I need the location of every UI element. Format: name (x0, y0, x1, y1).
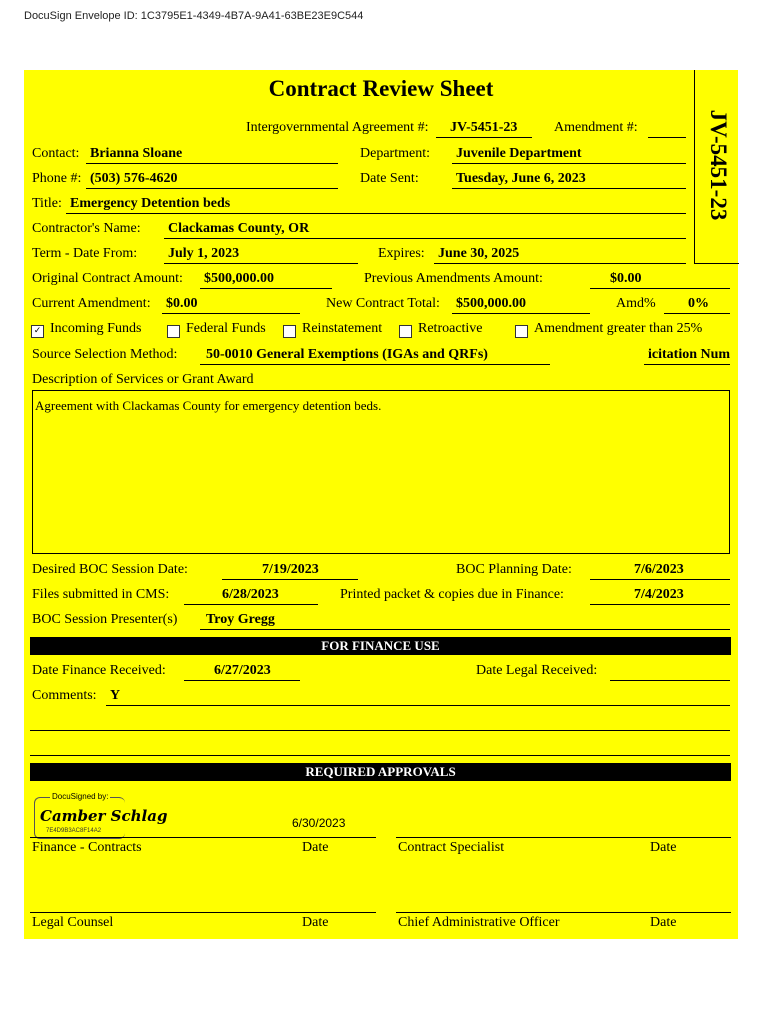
term-from-value: July 1, 2023 (168, 246, 240, 261)
contact-underline (86, 163, 338, 164)
contact-label: Contact: (32, 146, 80, 161)
presenter-value: Troy Gregg (206, 612, 275, 627)
incoming-funds-checkbox[interactable]: ✓ (31, 325, 44, 338)
previous-amendments-value: $0.00 (610, 271, 642, 286)
comments-underline-1 (106, 705, 730, 706)
amd-pct-underline (664, 313, 730, 314)
signature-name: Camber Schlag (40, 807, 168, 825)
term-from-underline (164, 263, 358, 264)
expires-label: Expires: (378, 246, 425, 261)
retroactive-checkbox[interactable] (399, 325, 412, 338)
cao-label: Chief Administrative Officer (398, 915, 560, 930)
date-sent-underline (452, 188, 686, 189)
page-title: Contract Review Sheet (268, 76, 494, 101)
docusign-signature-header: DocuSigned by: (52, 792, 109, 801)
department-underline (452, 163, 686, 164)
date-sent-label: Date Sent: (360, 171, 419, 186)
previous-amendments-underline (590, 288, 730, 289)
amd-pct-label: Amd% (616, 296, 656, 311)
expires-underline (434, 263, 686, 264)
agreement-label: Intergovernmental Agreement #: (246, 120, 429, 135)
previous-amendments-label: Previous Amendments Amount: (364, 271, 543, 286)
printed-packet-label: Printed packet & copies due in Finance: (340, 587, 564, 602)
original-amount-label: Original Contract Amount: (32, 271, 183, 286)
amendment-over-25-checkbox[interactable] (515, 325, 528, 338)
phone-label: Phone #: (32, 171, 82, 186)
contractor-value: Clackamas County, OR (168, 221, 310, 236)
retroactive-label: Retroactive (418, 321, 483, 336)
comments-underline-2 (30, 730, 730, 731)
original-amount-underline (200, 288, 332, 289)
comments-label: Comments: (32, 688, 97, 703)
finance-contracts-label: Finance - Contracts (32, 840, 142, 855)
title-field-underline (66, 213, 686, 214)
docusign-envelope-id: DocuSign Envelope ID: 1C3795E1-4349-4B7A-9A41-63BE23E9C544 (24, 10, 364, 22)
boc-session-date-value: 7/19/2023 (262, 562, 319, 577)
cao-date-label: Date (650, 915, 677, 930)
new-total-value: $500,000.00 (456, 296, 526, 311)
presenter-underline (200, 629, 730, 630)
agreement-value: JV-5451-23 (450, 120, 518, 135)
date-finance-received-underline (184, 680, 300, 681)
contract-review-sheet (24, 70, 738, 939)
department-value: Juvenile Department (456, 146, 582, 161)
signature-date: 6/30/2023 (292, 816, 346, 830)
finance-use-bar: FOR FINANCE USE (30, 637, 731, 655)
amendment-label: Amendment #: (554, 120, 638, 135)
amendment-field[interactable] (648, 137, 686, 138)
federal-funds-checkbox[interactable] (167, 325, 180, 338)
federal-funds-label: Federal Funds (186, 321, 266, 336)
description-text: Agreement with Clackamas County for emergency detention beds. (35, 398, 382, 413)
description-label: Description of Services or Grant Award (32, 372, 254, 387)
signature-image (38, 803, 168, 829)
required-approvals-bar: REQUIRED APPROVALS (30, 763, 731, 781)
vertical-id-text: JV-5451-23 (706, 109, 731, 221)
reinstatement-checkbox[interactable] (283, 325, 296, 338)
legal-counsel-signature-line[interactable] (30, 912, 376, 913)
title-field-label: Title: (32, 196, 62, 211)
legal-counsel-label: Legal Counsel (32, 915, 114, 930)
files-cms-label: Files submitted in CMS: (32, 587, 170, 602)
title-field-value: Emergency Detention beds (70, 196, 231, 211)
comments-underline-3 (30, 755, 730, 756)
signature-id: 7E4D9B3AC8F14A2 (46, 828, 102, 834)
source-selection-underline (200, 364, 550, 365)
boc-planning-date-label: BOC Planning Date: (456, 562, 572, 577)
phone-underline (86, 188, 338, 189)
solicitation-number-underline (644, 364, 730, 365)
reinstatement-label: Reinstatement (302, 321, 383, 336)
source-selection-value: 50-0010 General Exemptions (IGAs and QRFs) (206, 347, 488, 362)
date-legal-received-field[interactable] (610, 680, 730, 681)
date-sent-value: Tuesday, June 6, 2023 (456, 171, 586, 186)
phone-value: (503) 576-4620 (90, 171, 178, 186)
printed-packet-underline (590, 604, 730, 605)
date-legal-received-label: Date Legal Received: (476, 663, 598, 678)
source-selection-label: Source Selection Method: (32, 347, 178, 362)
legal-counsel-date-label: Date (302, 915, 329, 930)
current-amendment-value: $0.00 (166, 296, 198, 311)
contact-value: Brianna Sloane (90, 146, 183, 161)
current-amendment-label: Current Amendment: (32, 296, 151, 311)
boc-session-date-underline (222, 579, 358, 580)
amendment-over-25-label: Amendment greater than 25% (534, 321, 703, 336)
new-total-underline (452, 313, 590, 314)
presenter-label: BOC Session Presenter(s) (32, 612, 178, 627)
boc-planning-date-value: 7/6/2023 (634, 562, 684, 577)
agreement-underline (436, 137, 532, 138)
files-cms-underline (184, 604, 318, 605)
files-cms-value: 6/28/2023 (222, 587, 279, 602)
cao-signature-line[interactable] (396, 912, 731, 913)
vertical-id-box (694, 70, 739, 264)
incoming-funds-label: Incoming Funds (50, 321, 142, 336)
date-finance-received-label: Date Finance Received: (32, 663, 166, 678)
boc-planning-date-underline (590, 579, 730, 580)
comments-value: Y (110, 688, 121, 703)
amd-pct-value: 0% (688, 296, 709, 311)
contract-specialist-date-label: Date (650, 840, 677, 855)
printed-packet-value: 7/4/2023 (634, 587, 684, 602)
solicitation-number-value: icitation Num (648, 347, 731, 362)
term-from-label: Term - Date From: (32, 246, 138, 261)
finance-contracts-date-label: Date (302, 840, 329, 855)
contract-specialist-label: Contract Specialist (398, 840, 505, 855)
contractor-underline (164, 238, 686, 239)
contractor-label: Contractor's Name: (32, 221, 141, 236)
boc-session-date-label: Desired BOC Session Date: (32, 562, 188, 577)
finance-contracts-signature-line (30, 837, 376, 838)
new-total-label: New Contract Total: (326, 296, 440, 311)
contract-specialist-signature-line[interactable] (396, 837, 731, 838)
description-box[interactable] (32, 390, 730, 554)
expires-value: June 30, 2025 (438, 246, 520, 261)
current-amendment-underline (162, 313, 300, 314)
department-label: Department: (360, 146, 430, 161)
original-amount-value: $500,000.00 (204, 271, 274, 286)
date-finance-received-value: 6/27/2023 (214, 663, 271, 678)
